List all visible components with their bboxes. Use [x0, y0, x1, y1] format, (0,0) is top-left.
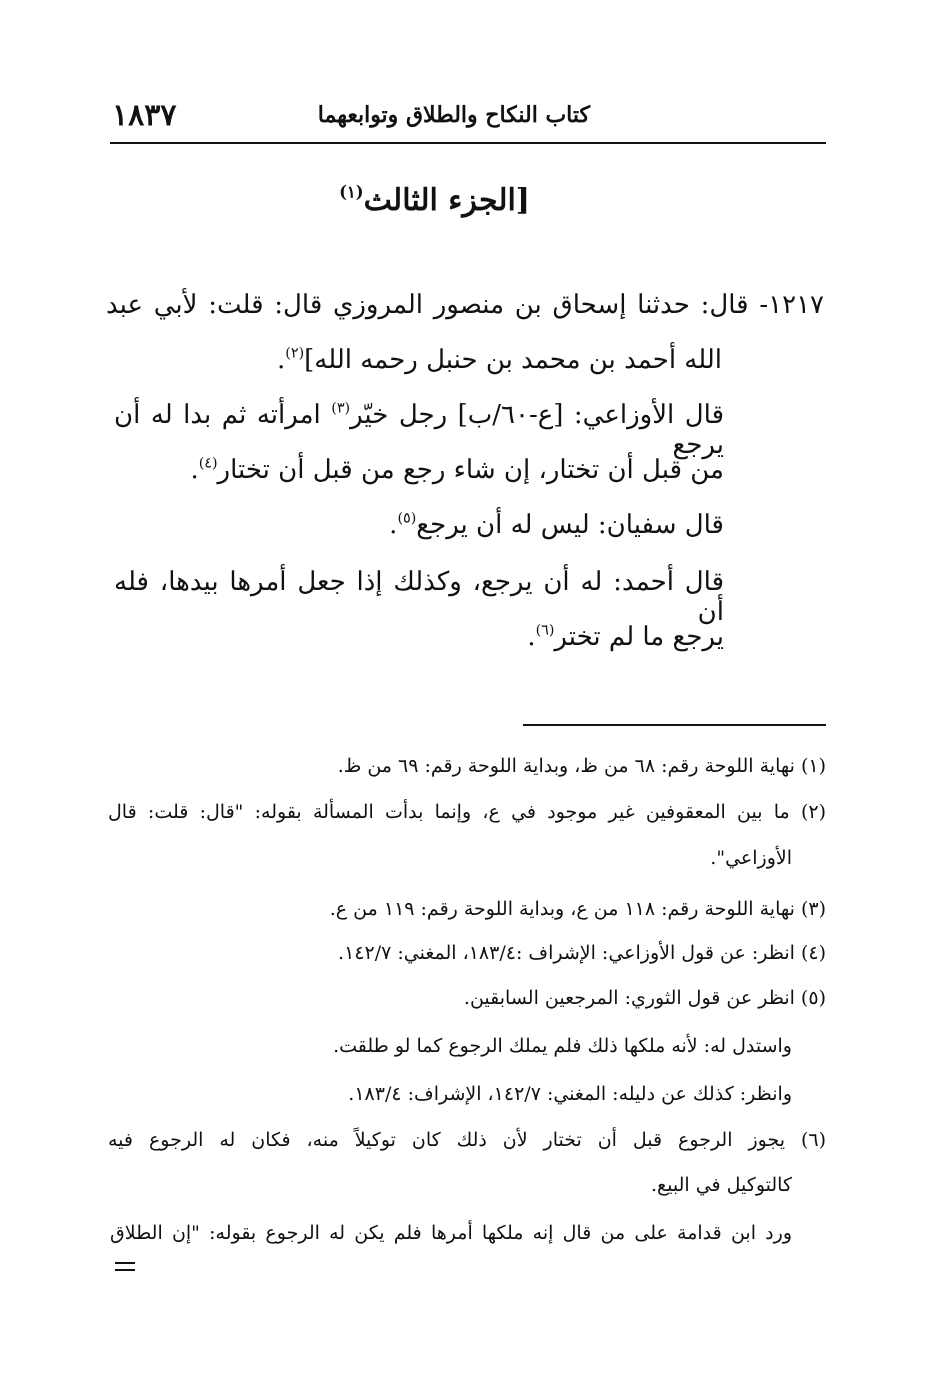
footnote-6-line-1: (٦) يجوز الرجوع قبل أن تختار لأن ذلك كان توكيلاً منه، فكان له الرجوع فيه: [108, 1129, 826, 1151]
footnote-5-line-3: وانظر: كذلك عن دليله: المغني: ١٤٢/٧، الإشراف: ١٨٣/٤.: [348, 1083, 792, 1105]
footnote-marker: (٥): [397, 510, 417, 527]
footnote-2-line-2: الأوزاعي".: [710, 847, 792, 869]
body-text: يرجع ما لم تختر: [554, 622, 724, 652]
body-line-1: ١٢١٧- قال: حدثنا إسحاق بن منصور المروزي قال: قلت: لأبي عبد: [106, 290, 824, 320]
footnote-marker: (٦): [535, 622, 555, 639]
footnote-2-line-1: (٢) ما بين المعقوفين غير موجود في ع، وإنما بدأت المسألة بقوله: "قال: قلت: قال: [108, 801, 826, 823]
body-text: قال سفيان: ليس له أن يرجع: [416, 510, 724, 540]
section-title-footnote-marker: (١): [339, 182, 364, 202]
body-line-7: [527, 622, 724, 652]
footnote-6-line-2: كالتوكيل في البيع.: [650, 1174, 792, 1196]
body-text: من قبل أن تختار، إن شاء رجع من قبل أن تختار: [217, 455, 724, 485]
body-text: .: [190, 455, 199, 485]
body-text: .: [277, 345, 286, 375]
body-text: .: [389, 510, 398, 540]
body-line-4: [190, 455, 724, 485]
body-text: امرأته ثم بدا له أن يرجع: [114, 400, 724, 460]
body-line-3: [114, 400, 724, 460]
footnote-6-line-3: ورد ابن قدامة على من قال إنه ملكها أمرها فلم يكن له الرجوع بقوله: "إن الطلاق: [110, 1222, 792, 1244]
body-text: الله أحمد بن محمد بن حنبل رحمه الله]: [304, 345, 722, 375]
body-line-6: قال أحمد: له أن يرجع، وكذلك إذا جعل أمرها بيدها، فله أن: [114, 567, 724, 627]
footnote-4: (٤) انظر: عن قول الأوزاعي: الإشراف :١٨٣/٤، المغني: ١٤٢/٧.: [338, 942, 826, 964]
body-line-2: [277, 345, 722, 375]
body-line-5: [389, 510, 724, 540]
page-number: ١٨٣٧: [112, 98, 177, 133]
footnote-1: (١) نهاية اللوحة رقم: ٦٨ من ظ، وبداية اللوحة رقم: ٦٩ من ظ.: [337, 755, 826, 777]
footnote-marker: (٤): [198, 455, 218, 472]
footnote-marker: (٣): [331, 400, 351, 417]
section-title-text: [الجزء الثالث: [363, 183, 530, 218]
continuation-mark: [115, 1262, 135, 1276]
body-text: قال الأوزاعي: [ع-٦٠/ب] رجل خيّر: [350, 400, 725, 430]
running-header-title: كتاب النكاح والطلاق وتوابعهما: [317, 102, 590, 128]
header-rule: [110, 142, 826, 144]
footnote-marker: (٢): [285, 345, 305, 362]
footnote-5-line-1: (٥) انظر عن قول الثوري: المرجعين السابقين.: [463, 987, 826, 1009]
body-text: .: [527, 622, 536, 652]
section-title: [339, 183, 530, 218]
footnote-3: (٣) نهاية اللوحة رقم: ١١٨ من ع، وبداية اللوحة رقم: ١١٩ من ع.: [329, 898, 826, 920]
footnote-5-line-2: واستدل له: لأنه ملكها ذلك فلم يملك الرجوع كما لو طلقت.: [333, 1035, 792, 1057]
footnote-separator: [523, 724, 826, 726]
